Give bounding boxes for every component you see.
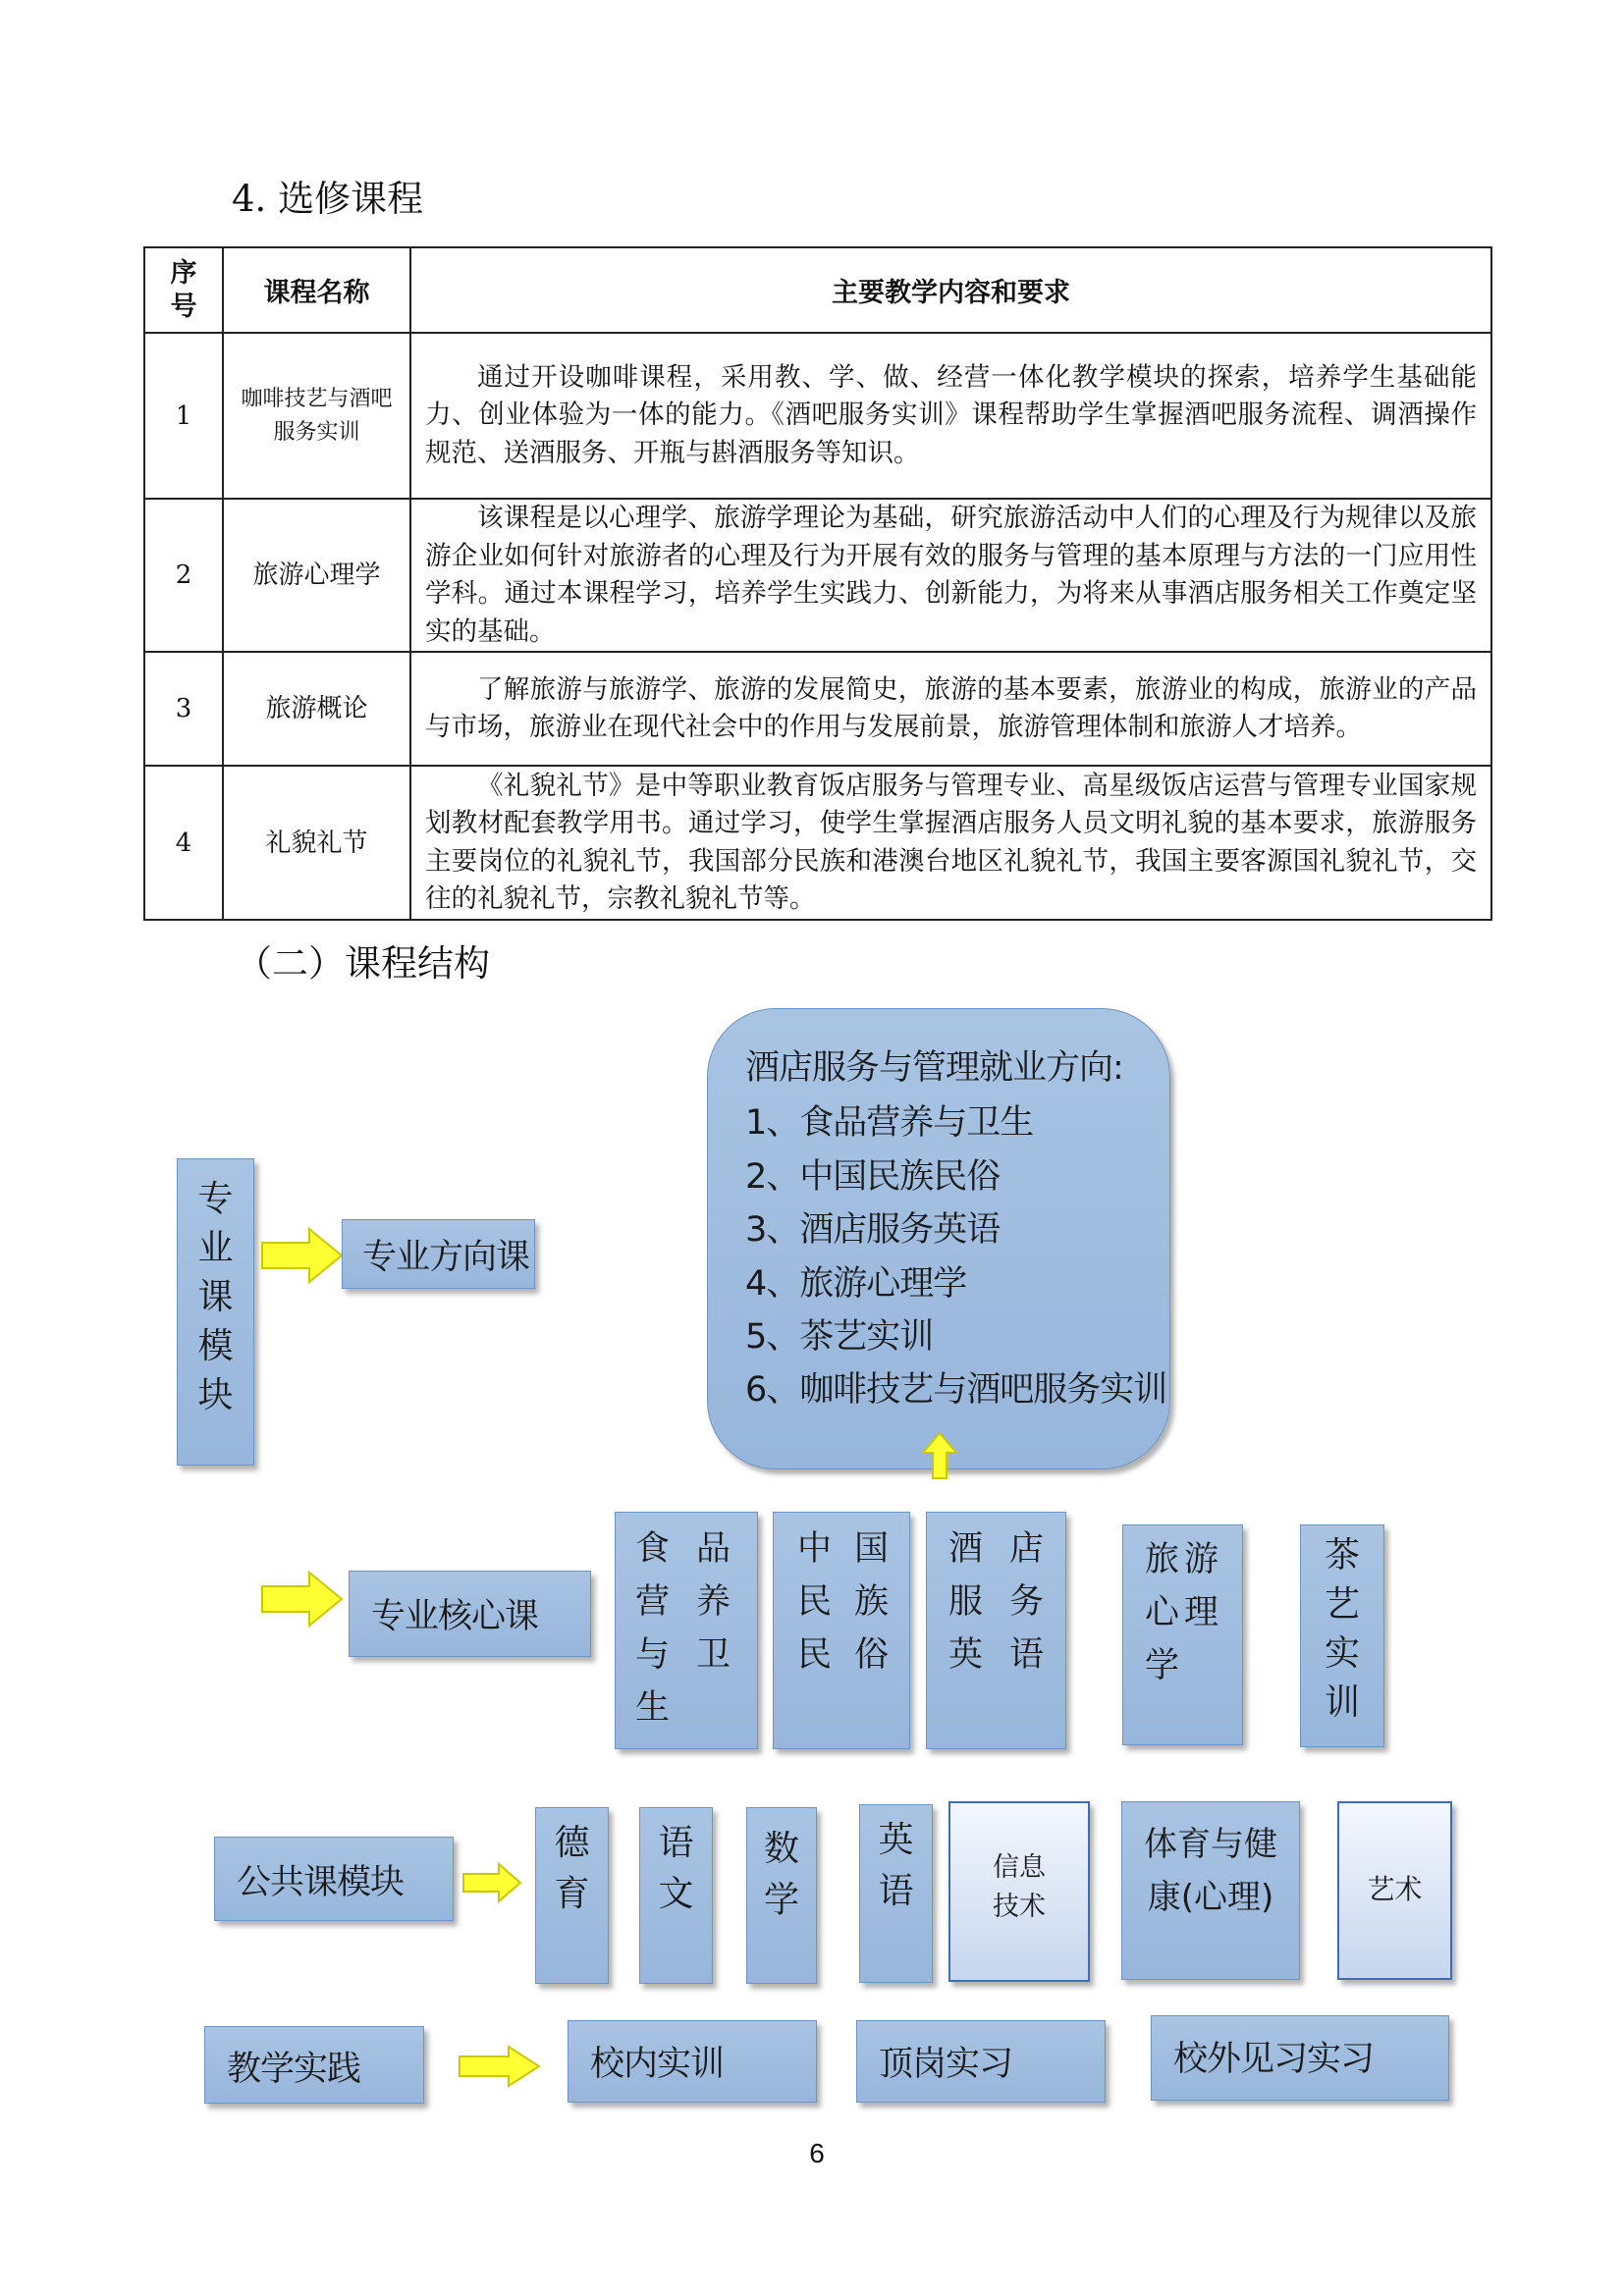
elective-course-table xyxy=(143,246,1492,921)
direction-item: 5、茶艺实训 xyxy=(745,1317,934,1357)
core-course-text: 酒 店 服 务 英 语 xyxy=(948,1529,1045,1675)
public-course-box xyxy=(948,1801,1090,1982)
row-name: 礼貌礼节 xyxy=(223,766,410,920)
public-course-text: 德 育 xyxy=(554,1823,590,1914)
structure-heading: （二）课程结构 xyxy=(236,942,490,985)
arrow-right-icon xyxy=(458,2045,541,2088)
professional-module-box xyxy=(177,1158,254,1466)
table-row xyxy=(144,499,1491,652)
table-row xyxy=(144,766,1491,920)
professional-module-label: 专 业 课 模 块 xyxy=(197,1179,234,1415)
row-no: 4 xyxy=(144,766,223,920)
direction-item: 6、咖啡技艺与酒吧服务实训 xyxy=(745,1370,1167,1410)
public-module-box xyxy=(214,1837,454,1921)
core-course-text: 茶 艺 实 训 xyxy=(1324,1535,1360,1723)
header-name: 课程名称 xyxy=(223,247,410,333)
practice-item: 顶岗实习 xyxy=(879,2045,1013,2084)
section-heading: 4. 选修课程 xyxy=(232,178,424,220)
employment-direction-box xyxy=(707,1008,1170,1469)
core-course-text: 中 国 民 族 民 俗 xyxy=(797,1529,890,1675)
arrow-right-icon xyxy=(260,1571,344,1628)
public-course-box xyxy=(1121,1801,1300,1980)
public-course-box xyxy=(639,1807,713,1984)
core-course-label-box xyxy=(349,1571,591,1657)
public-course-box xyxy=(535,1807,609,1984)
public-course-text: 艺术 xyxy=(1367,1873,1423,1905)
practice-box xyxy=(204,2026,424,2104)
practice-item: 校外见习实习 xyxy=(1173,2040,1375,2079)
public-course-box xyxy=(859,1804,933,1983)
core-course-box xyxy=(773,1512,910,1749)
core-course-label: 专业核心课 xyxy=(371,1597,539,1636)
core-course-text: 食 品 营 养 与 卫 生 xyxy=(635,1529,731,1728)
core-course-box xyxy=(615,1512,758,1749)
header-no: 序号 xyxy=(144,247,223,333)
row-desc: 了解旅游与旅游学、旅游的发展简史，旅游的基本要素，旅游业的构成，旅游业的产品与市场，旅游业在现代社会中的作用与发展前景，旅游管理体制和旅游人才培养。 xyxy=(410,652,1491,766)
public-module-label: 公共课模块 xyxy=(237,1863,405,1902)
row-name: 旅游概论 xyxy=(223,652,410,766)
row-desc: 《礼貌礼节》是中等职业教育饭店服务与管理专业、高星级饭店运营与管理专业国家规划教材配套教学用书。通过学习，使学生掌握酒店服务人员文明礼貌的基本要求，旅游服务主要岗位的礼貌礼节，我国部分民族和港澳台地区礼貌礼节，我国主要客源国礼貌礼节，交往的礼貌礼节，宗教礼貌礼节等。 xyxy=(410,766,1491,920)
public-course-text: 语 文 xyxy=(658,1823,694,1914)
page-number: 6 xyxy=(809,2138,825,2168)
core-course-box xyxy=(1300,1524,1384,1747)
public-course-box xyxy=(1337,1801,1452,1980)
direction-item: 3、酒店服务英语 xyxy=(745,1210,1001,1250)
core-course-box xyxy=(1122,1524,1243,1745)
direction-item: 4、旅游心理学 xyxy=(745,1264,967,1304)
public-course-text: 英 语 xyxy=(878,1820,914,1911)
row-no: 3 xyxy=(144,652,223,766)
arrow-right-icon xyxy=(260,1227,344,1284)
public-course-text: 数 学 xyxy=(763,1829,799,1920)
core-course-text: 旅 游 心 理 学 xyxy=(1145,1540,1219,1685)
table-header-row xyxy=(144,247,1491,333)
row-name: 旅游心理学 xyxy=(223,499,410,652)
row-no: 1 xyxy=(144,333,223,499)
practice-label: 教学实践 xyxy=(227,2050,361,2089)
row-desc: 通过开设咖啡课程，采用教、学、做、经营一体化教学模块的探索，培养学生基础能力、创业体验为一体的能力。《酒吧服务实训》课程帮助学生掌握酒吧服务流程、调酒操作规范、送酒服务、开瓶与斟酒服务等知识。 xyxy=(410,333,1491,499)
direction-title: 酒店服务与管理就业方向: xyxy=(745,1048,1123,1088)
core-course-box xyxy=(926,1512,1066,1749)
public-course-box xyxy=(746,1807,817,1984)
direction-course-label: 专业方向课 xyxy=(362,1238,530,1277)
row-name: 咖啡技艺与酒吧服务实训 xyxy=(223,333,410,499)
public-course-text: 体育与健 康(心理) xyxy=(1144,1825,1277,1917)
direction-item: 2、中国民族民俗 xyxy=(745,1157,1001,1197)
table-row xyxy=(144,652,1491,766)
practice-item: 校内实训 xyxy=(590,2045,725,2084)
public-course-text: 信息 技术 xyxy=(993,1852,1046,1922)
practice-item-box xyxy=(856,2020,1106,2103)
direction-course-box xyxy=(342,1219,535,1289)
header-desc: 主要教学内容和要求 xyxy=(410,247,1491,333)
direction-item: 1、食品营养与卫生 xyxy=(745,1103,1034,1143)
arrow-right-icon xyxy=(461,1862,522,1903)
table-row xyxy=(144,333,1491,499)
row-desc: 该课程是以心理学、旅游学理论为基础，研究旅游活动中人们的心理及行为规律以及旅游企业如何针对旅游者的心理及行为开展有效的服务与管理的基本原理与方法的一门应用性学科。通过本课程学习，培养学生实践力、创新能力，为将来从事酒店服务相关工作奠定坚实的基础。 xyxy=(410,499,1491,652)
row-no: 2 xyxy=(144,499,223,652)
arrow-up-icon xyxy=(921,1431,958,1480)
practice-item-box xyxy=(1151,2015,1449,2101)
practice-item-box xyxy=(568,2020,817,2103)
